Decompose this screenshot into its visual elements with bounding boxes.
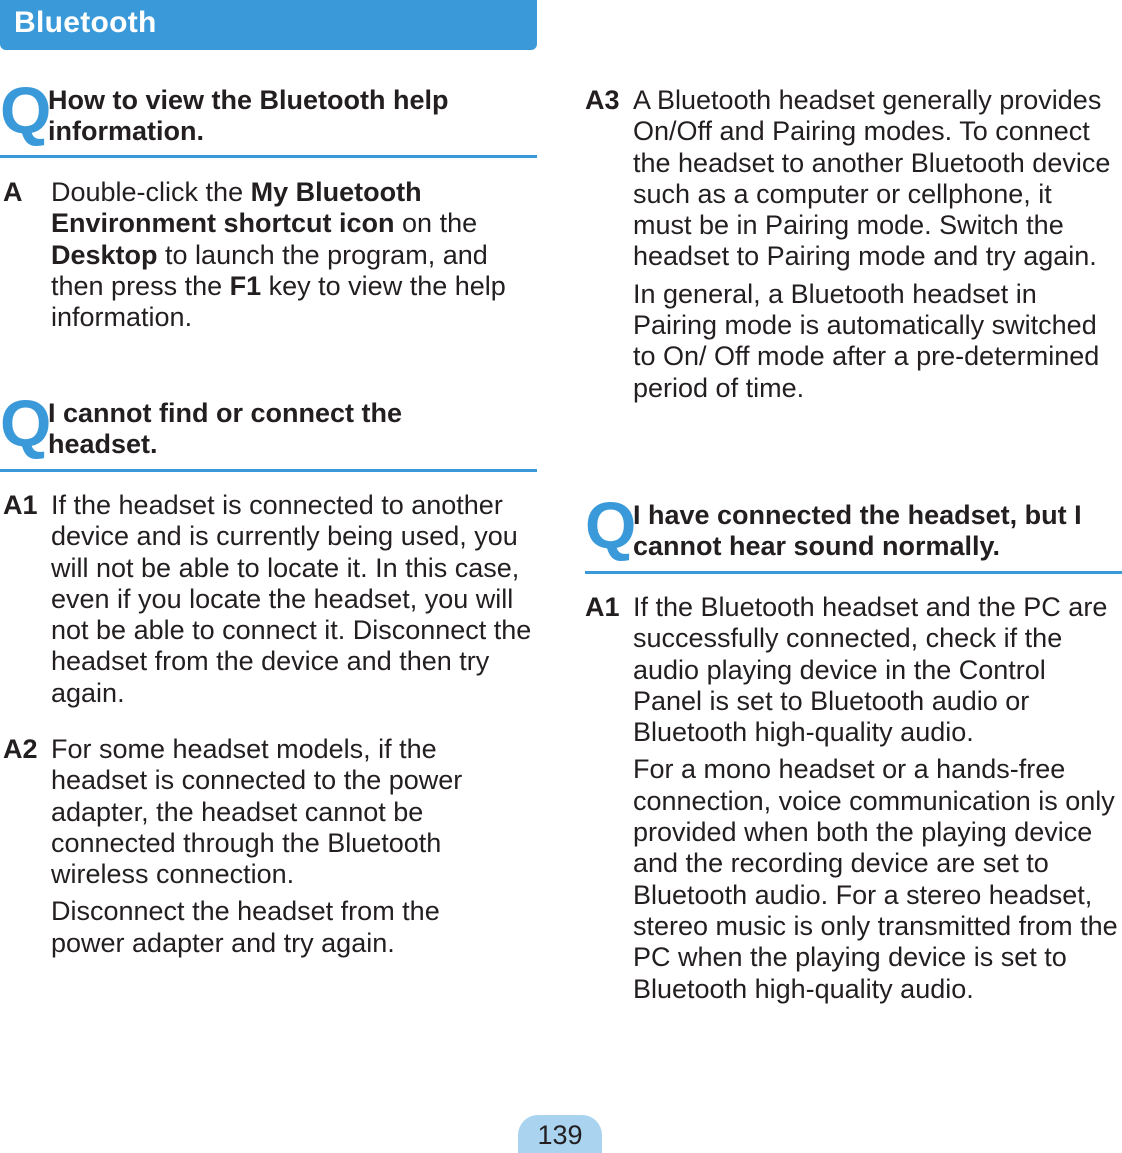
answer-text: For some headset models, if the headset is connected to the power adapter, the headset cannot be connected through the Bluetooth wireless connection. Disconnect the headset from the power adapter and try again.: [51, 734, 463, 958]
answer-text: A Bluetooth headset generally provides On/Off and Pairing modes. To connect the headset to another Bluetooth device such as a computer or cellphone, it must be in Pairing mode. Switch the headset to Pairing mode and try again. In general, a Bluetooth headset in Pairing mode is automatically switched to On/ Off mode after a pre-determined period of time.: [633, 85, 1111, 403]
section-title: Bluetooth: [14, 6, 157, 39]
question-text: I cannot find or connect the headset.: [48, 398, 403, 459]
answer-label: A3: [585, 85, 620, 115]
question-divider: [0, 469, 537, 472]
answer-text: If the headset is connected to another device and is currently being used, you will not be able to locate it. In this case, even if you locate the headset, you will not be able to connect it. Disconnect the headset from the device and then try again.: [51, 490, 532, 708]
section-header: [0, 0, 537, 50]
answer-label: A: [3, 177, 23, 207]
q-marker: Q: [0, 386, 52, 460]
answer-label: A1: [3, 490, 38, 520]
question-text: How to view the Bluetooth help information.: [48, 85, 449, 146]
question-text: I have connected the headset, but I cannot hear sound normally.: [633, 500, 1082, 561]
q-marker: Q: [0, 73, 52, 147]
answer-label: A2: [3, 734, 38, 764]
answer-label: A1: [585, 592, 620, 622]
page-number-tab: [518, 1115, 602, 1153]
page-number: 139: [537, 1120, 583, 1150]
question-divider: [0, 155, 537, 158]
q-marker: Q: [585, 488, 637, 562]
answer-text: If the Bluetooth headset and the PC are successfully connected, check if the audio playing device in the Control Panel is set to Bluetooth audio or Bluetooth high-quality audio. For a mono headset or a hands-free connection, voice communication is only provided when both the playing device and the recording device are set to Bluetooth audio. For a stereo headset, stereo music is only transmitted from the PC when the playing device is set to Bluetooth high-quality audio.: [633, 592, 1118, 1004]
question-divider: [585, 571, 1122, 574]
answer-text: Double-click the My Bluetooth Environment shortcut icon on the Desktop to launch the program, and then press the F1 key to view the help information.: [51, 177, 506, 333]
